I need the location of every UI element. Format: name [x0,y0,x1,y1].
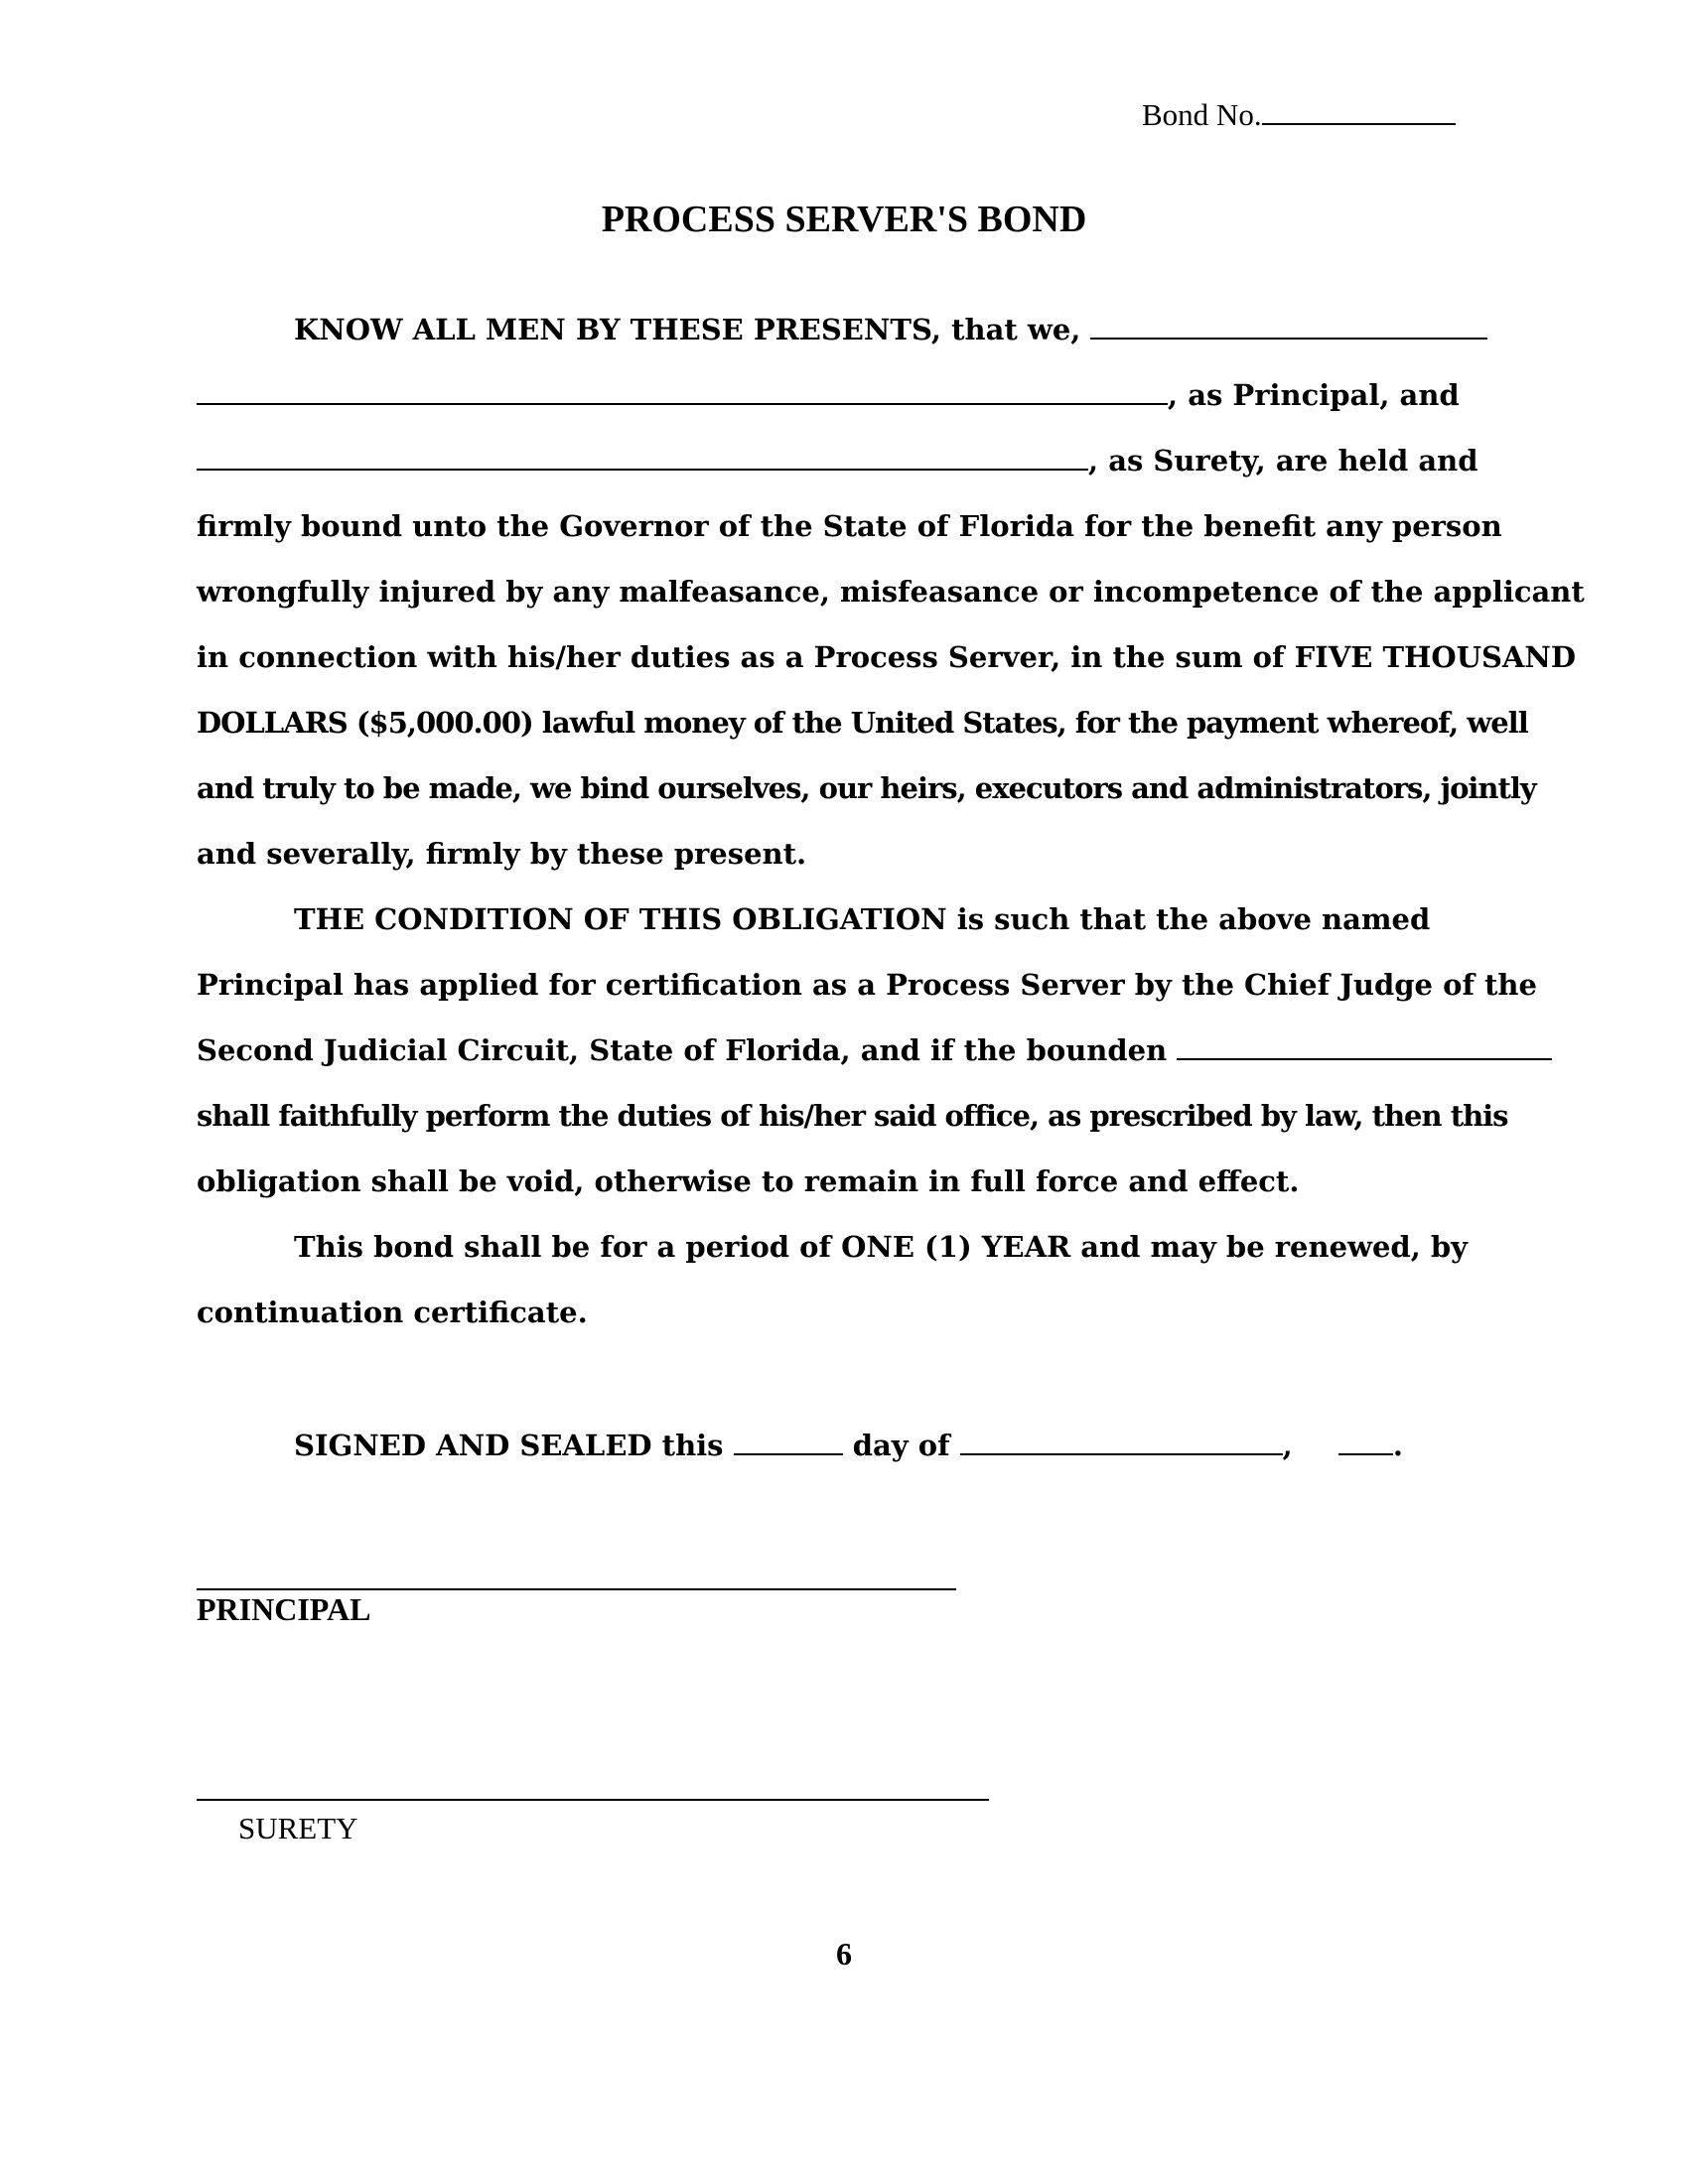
month-field[interactable] [960,1424,1283,1455]
paragraph1-line8: and truly to be made, we bind ourselves, our heirs, executors and administrators, jointly [197,771,1536,805]
page-title: PROCESS SERVER'S BOND [601,199,1087,240]
principal-label: PRINCIPAL [197,1591,371,1627]
paragraph1-line5: wrongfully injured by any malfeasance, misfeasance or incompetence of the applicant [197,575,1585,609]
as-surety-text: , as Surety, are held and [1088,444,1478,478]
page-number: 6 [836,1936,852,1972]
paragraph2-line3 [197,1028,1552,1072]
bounden-name-field[interactable] [1177,1028,1552,1060]
principal-signature-line[interactable] [197,1588,956,1590]
surety-label: SURETY [238,1811,358,1845]
paragraph2-line2: Principal has applied for certification as a Process Server by the Chief Judge of the [197,968,1537,1002]
principal-name-field-1[interactable] [1090,308,1487,340]
paragraph1-line9: and severally, firmly by these present. [197,837,807,871]
paragraph1-line1 [294,308,1487,351]
principal-name-field-2[interactable] [197,373,1168,405]
day-of-text: day of [852,1429,950,1462]
paragraph1-line6: in connection with his/her duties as a Process Server, in the sum of FIVE THOUSAND [197,640,1577,674]
year-field[interactable] [1338,1424,1393,1455]
paragraph2-line4: shall faithfully perform the duties of his/her said office, as prescribed by law, then this [197,1099,1508,1133]
comma-text: , [1282,1429,1293,1462]
know-all-men-text: KNOW ALL MEN BY THESE PRESENTS, that we, [294,313,1081,346]
paragraph3-line1: This bond shall be for a period of ONE (1) YEAR and may be renewed, by [294,1230,1469,1264]
surety-signature-line[interactable] [197,1799,989,1801]
signed-sealed-row [294,1424,1403,1467]
paragraph3-line2: continuation certificate. [197,1296,588,1329]
period-text: . [1392,1429,1403,1462]
bond-number-label: Bond No. [1142,97,1262,132]
as-principal-text: , as Principal, and [1168,378,1460,412]
paragraph1-line3 [197,439,1478,482]
bounden-text: Second Judicial Circuit, State of Florida, and if the bounden [197,1033,1168,1067]
signed-sealed-text: SIGNED AND SEALED this [294,1429,724,1462]
paragraph1-line7: DOLLARS ($5,000.00) lawful money of the United States, for the payment whereof, well [197,706,1528,740]
paragraph1-line4: firmly bound unto the Governor of the State of Florida for the benefit any person [197,509,1502,543]
day-field[interactable] [734,1424,843,1455]
bond-number-field[interactable] [1262,95,1456,125]
paragraph2-line5: obligation shall be void, otherwise to remain in full force and effect. [197,1164,1300,1198]
surety-name-field[interactable] [197,439,1088,471]
paragraph2-line1: THE CONDITION OF THIS OBLIGATION is such that the above named [294,902,1431,936]
bond-number [1142,95,1456,133]
paragraph1-line2 [197,373,1460,417]
